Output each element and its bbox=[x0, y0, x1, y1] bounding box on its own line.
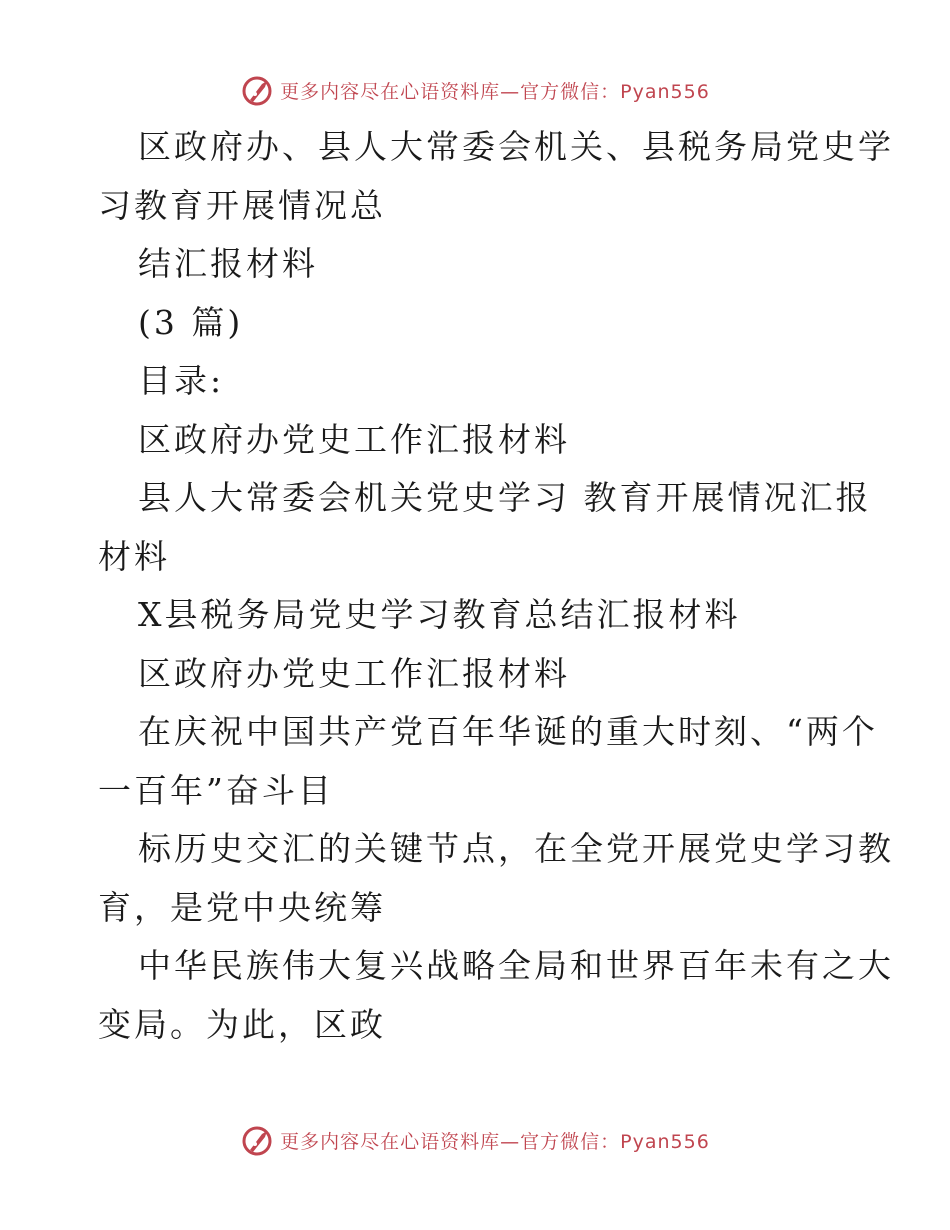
document-line: 在庆祝中国共产党百年华诞的重大时刻、“两个 bbox=[138, 712, 878, 751]
document-line: 中华民族伟大复兴战略全局和世界百年未有之大 bbox=[138, 946, 894, 985]
pen-nib-logo-icon bbox=[240, 73, 274, 107]
pen-nib-logo-icon bbox=[240, 1123, 274, 1157]
footer-banner bbox=[0, 1120, 950, 1160]
document-line: 区政府办党史工作汇报材料 bbox=[138, 419, 570, 459]
document-line: 区政府办、县人大常委会机关、县税务局党史学 bbox=[138, 127, 894, 166]
document-line: 习教育开展情况总 bbox=[98, 185, 386, 225]
document-body bbox=[98, 118, 894, 1054]
footer-banner-text: 更多内容尽在心语资料库—官方微信：Pyan556 bbox=[280, 1130, 710, 1153]
document-line: 材料 bbox=[98, 536, 170, 576]
document-line: (3 篇) bbox=[138, 302, 244, 342]
document-line: 区政府办党史工作汇报材料 bbox=[138, 653, 570, 693]
document-line: 一百年”奋斗目 bbox=[98, 770, 334, 810]
header-banner-text: 更多内容尽在心语资料库—官方微信：Pyan556 bbox=[280, 80, 710, 103]
document-line: 变局。为此，区政 bbox=[98, 1004, 386, 1044]
document-line: 标历史交汇的关键节点，在全党开展党史学习教 bbox=[138, 829, 894, 868]
header-banner bbox=[0, 70, 950, 110]
document-line: 县人大常委会机关党史学习 教育开展情况汇报 bbox=[138, 478, 872, 517]
document-line: 育，是党中央统筹 bbox=[98, 887, 386, 927]
document-line: 目录: bbox=[138, 361, 225, 400]
document-line: 结汇报材料 bbox=[138, 244, 318, 283]
document-line: X县税务局党史学习教育总结汇报材料 bbox=[138, 595, 741, 634]
